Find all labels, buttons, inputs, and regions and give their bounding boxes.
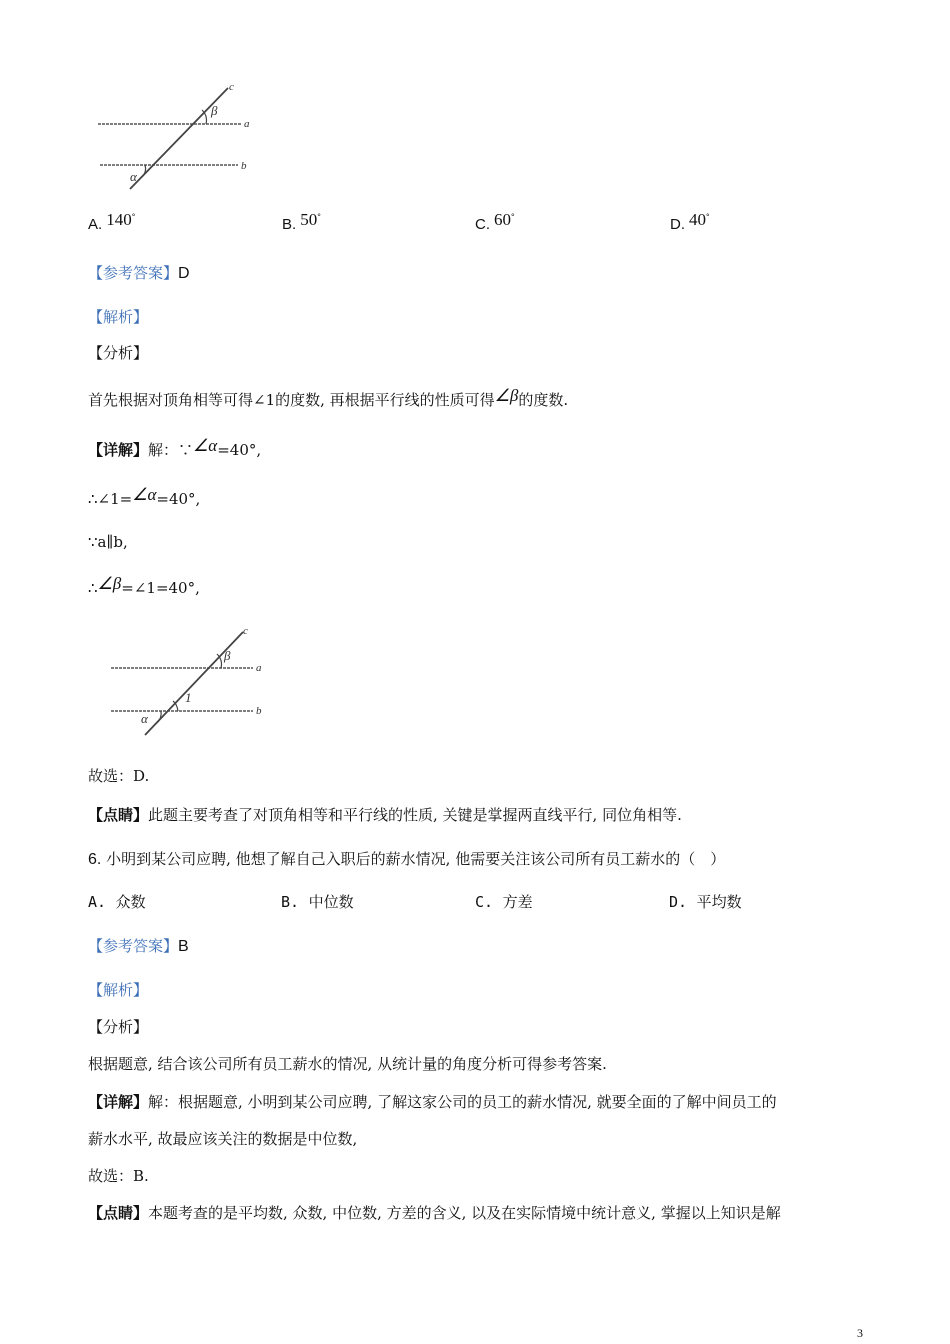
q5-analysis: 首先根据对顶角相等可得∠1的度数, 再根据平行线的性质可得∠β的度数. (88, 386, 569, 409)
answer-label: 【参考答案】 (88, 937, 179, 955)
q6-analysis: 根据题意, 结合该公司所有员工薪水的情况, 从统计量的角度分析可得参考答案. (88, 1055, 607, 1073)
fig2-label-a: a (256, 662, 262, 674)
q6-answer (88, 935, 189, 956)
q5-jiexi: 【解析】 (88, 308, 149, 326)
q5-option-b[interactable]: B. 50° (282, 210, 321, 233)
q6-option-a[interactable]: A. 众数 (88, 893, 146, 911)
fig2-label-b: b (256, 705, 262, 717)
q6-guxuan: 故选：B. (88, 1167, 149, 1185)
fig2-label-alpha: α (141, 711, 148, 726)
q6-fenxi: 【分析】 (88, 1018, 149, 1036)
q5-option-c[interactable]: C. 60° (475, 210, 515, 233)
q5-option-a[interactable]: A. 140° (88, 210, 136, 233)
q6-detail-line2: 薪水水平, 故最应该关注的数据是中位数, (88, 1130, 358, 1148)
fig2-label-1: 1 (185, 690, 192, 705)
parallel-lines-figure-1 (90, 78, 270, 193)
q6-option-b[interactable]: B. 中位数 (281, 893, 354, 911)
q5-detail-line4: ∴∠β=∠1=40°, (88, 574, 200, 597)
fig1-label-a: a (244, 118, 250, 130)
fig1-label-beta: β (211, 103, 218, 118)
q6-jiexi: 【解析】 (88, 981, 149, 999)
fig1-label-alpha: α (130, 169, 137, 184)
q6-stem: 6. 小明到某公司应聘, 他想了解自己入职后的薪水情况, 他需要关注该公司所有员工薪水的（ ） (88, 850, 726, 868)
q5-detail-line3: ∵a∥b, (88, 533, 128, 551)
fig2-label-beta: β (224, 648, 231, 663)
q6-detail-line1: 【详解】解：根据题意, 小明到某公司应聘, 了解这家公司的员工的薪水情况, 就要全面的了解中间员工的 (88, 1093, 777, 1111)
q5-detail-line1: 【详解】解：∵∠α=40°, (88, 436, 262, 459)
q5-guxuan: 故选：D. (88, 767, 150, 785)
q6-option-d[interactable]: D. 平均数 (669, 893, 742, 911)
q6-dianjing: 【点睛】本题考查的是平均数, 众数, 中位数, 方差的含义, 以及在实际情境中统计意义, 掌握以上知识是解 (88, 1204, 781, 1222)
answer-value: B (178, 938, 189, 955)
q6-option-c[interactable]: C. 方差 (475, 893, 533, 911)
q5-option-d[interactable]: D. 40° (670, 210, 710, 233)
parallel-lines-figure-2 (105, 622, 275, 740)
page-number: 3 (857, 1326, 863, 1340)
answer-value: D (178, 265, 190, 282)
fig2-label-c: c (243, 625, 248, 637)
q5-answer (88, 262, 190, 283)
q5-detail-line2: ∴∠1=∠α=40°, (88, 485, 201, 508)
q5-fenxi: 【分析】 (88, 344, 149, 362)
answer-label: 【参考答案】 (88, 264, 179, 282)
q5-dianjing: 【点睛】此题主要考查了对顶角相等和平行线的性质, 关键是掌握两直线平行, 同位角相等. (88, 806, 682, 824)
fig1-label-b: b (241, 160, 247, 172)
fig1-label-c: c (229, 81, 234, 93)
